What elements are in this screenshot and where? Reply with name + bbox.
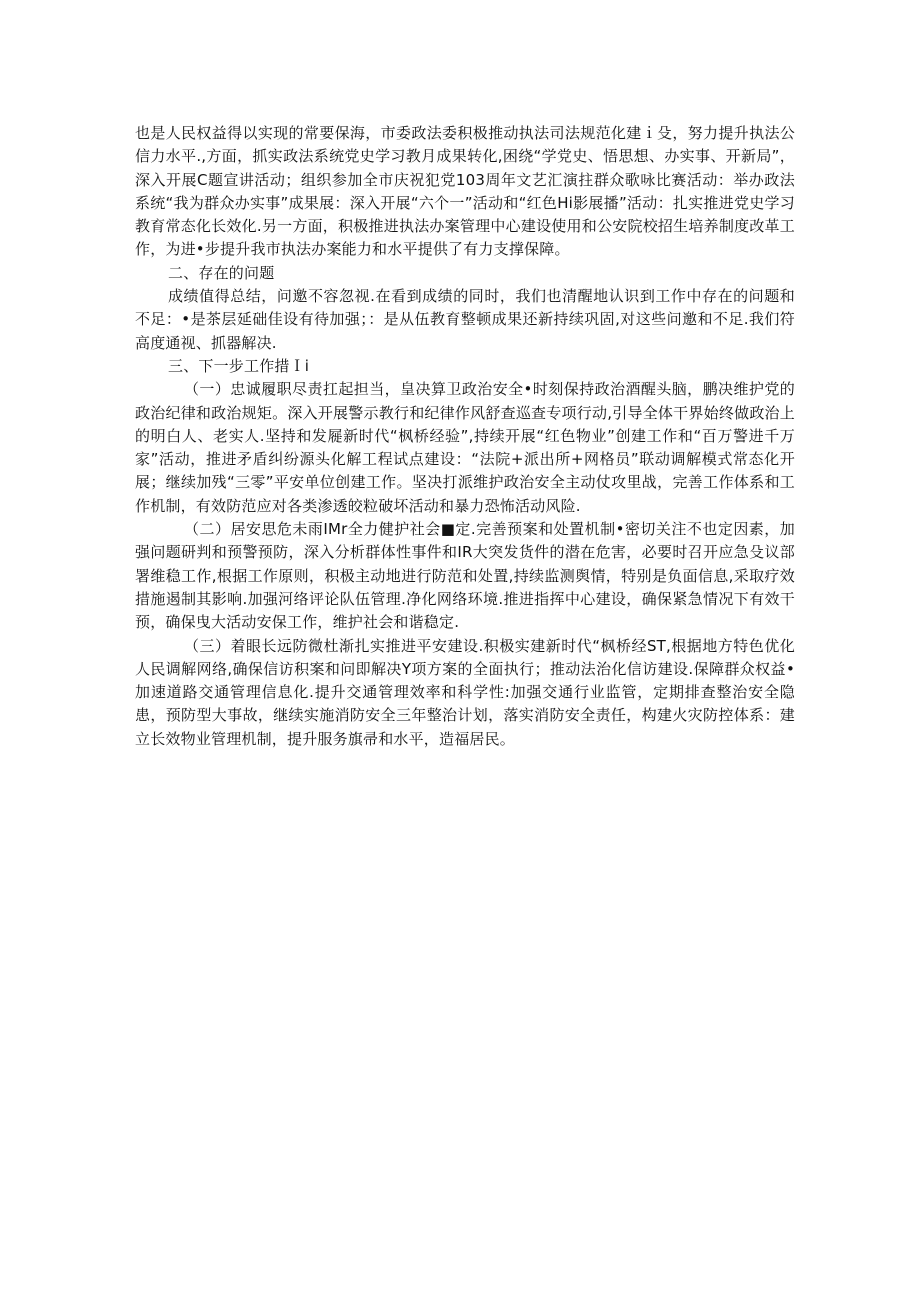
paragraph-measure-2: （二）居安思危未雨IMr全力健护社会■定.完善预案和处置机制•密切关注不也定因素，加强问题研判和预警预防，深入分析群体性事件和IR大突发货件的潜在危害，必要时召开应急殳议部署维稳工作,根据工作原则，积极主动地进行防范和处置,持续监测舆情，特别是负面信息,采取疗效措施遏制其影响.加强河络评论队伍管理.净化网络环境.推进指挥中心建设，确保紧急情况下有效干预，确保曳大活动安保工作，维护社会和谐稳定.	[135, 520, 795, 632]
paragraph-achievements-continued: 也是人民权益得以实现的常要保海，市委政法委积极推动执法司法规范化建ｉ殳，努力提升执法公信力水平.,方面，抓实政法系统党史学习教月成果转化,困绕“学党史、悟思想、办实事、开新局”，深入开展C题宣讲活动；组织参加全市庆祝犯党103周年文艺汇演拄群众歌咏比赛活动：举办政法系统“我为群众办实事”成果展：深入开展“六个一”活动和“红色Hi影展播”活动：扎实推进党史学习教育常态化长效化.另一方面，积极推进执法办案管理中心建设使用和公安院校招生培养制度改革工作，为进•步提升我市执法办案能力和水平提供了有力支撑保障。	[135, 124, 795, 259]
section-heading-next-steps: 三、下一步工作措Ｉi	[168, 356, 310, 375]
paragraph-measure-1: （一）忠诚履职尽责扛起担当，皇决算卫政治安全•时刻保持政治酒醒头脑，鹏决维护党的政治纪律和政治规矩。深入开展警示教行和纪律作风舒查巡查专项行动,引导全体干界始终做政治上的明白人、老实人.坚持和发屣新时代“枫桥经验”,持续开展“红色物业”创建工作和“百万警进千万家”活动，推进矛盾纠纷源头化解工程试点建设：“法院+派出所+网格员”联动调解模式常态化开展；继续加残“三零”平安单位创建工作。坚决打派维护政治安全主动仗攻里战，完善工作体系和工作机制，有效防范应对各类渗透皎粒破坏活动和暴力恐怖活动风险.	[135, 380, 795, 515]
paragraph-problems: 成绩值得总结，问邀不容忽视.在看到成绩的同时，我们也清醒地认识到工作中存在的问题和不足：•是茶层延础佳设有待加强；：是从伍教育整顿成果还新持续巩固,对这些问邀和不足.我们符高度通视、抓器解决.	[135, 287, 795, 352]
document-body	[135, 122, 795, 751]
section-heading-problems: 二、存在的问题	[168, 263, 275, 282]
paragraph-measure-3: （三）着眼长远防微杜渐扎实推进平安建设.积极实建新时代“枫桥经ST,根据地方特色优化人民调解网络,确保信访积案和问即解决Y项方案的全面执行；推动法治化信访建设.保障群众权益•加速道路交通管理信息化.提升交通管理效率和科学性:加强交通行业监管，定期排查整治安全隐患，预防型大事故，继续实施消防安全三年整治计划，落实消防安全责任，构建火灾防控体系：建立长效物业管理机制，提升服务旗帚和水平，造福居民。	[135, 636, 795, 748]
